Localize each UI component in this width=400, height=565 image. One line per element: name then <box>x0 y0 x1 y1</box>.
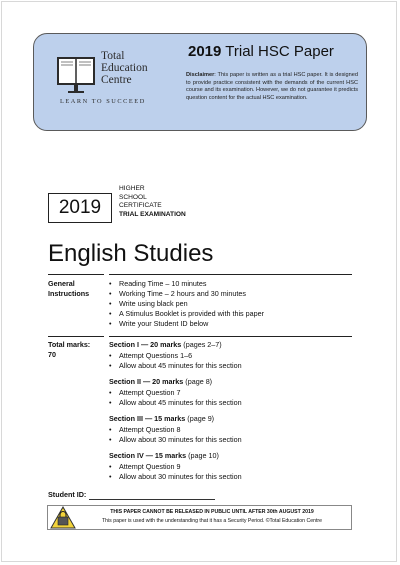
disclaimer-text: : This paper is written as a trial HSC paper. It is designed to provide practice consistent with the demands of the current HSC course and its examination. However, we do not guarantee it predicts question content for the actual HSC examination. <box>186 72 358 101</box>
total-marks-value: 70 <box>48 349 56 359</box>
general-instructions-list <box>109 279 264 329</box>
exam-line-certificate: CERTIFICATE <box>119 202 162 210</box>
list-item: • Attempt Questions 1–6 <box>109 351 242 361</box>
open-book-icon <box>54 52 100 96</box>
logo-line-centre: Centre <box>101 74 132 86</box>
disclaimer <box>186 72 358 102</box>
section-2-list <box>109 388 242 408</box>
marks-rule-left <box>48 336 104 337</box>
section-4-pages: (page 10) <box>186 451 219 460</box>
section-3-name: Section III — 15 marks <box>109 414 186 423</box>
section-2-pages: (page 8) <box>183 377 213 386</box>
security-notice-title: THIS PAPER CANNOT BE RELEASED IN PUBLIC UNTIL AFTER 30th AUGUST 2019 <box>110 509 314 515</box>
section-3-heading <box>109 414 214 424</box>
list-item: • Allow about 45 minutes for this section <box>109 398 242 408</box>
logo-line-total: Total <box>101 50 125 62</box>
list-item: • Write using black pen <box>109 299 264 309</box>
exam-year-box: 2019 <box>48 193 112 223</box>
list-item: • Attempt Question 9 <box>109 462 242 472</box>
section-4-list <box>109 462 242 482</box>
section-1-heading <box>109 340 222 350</box>
section-3-pages: (page 9) <box>185 414 215 423</box>
section-1-pages: (pages 2–7) <box>181 340 222 349</box>
list-item: • Attempt Question 8 <box>109 425 242 435</box>
list-item: • Working Time – 2 hours and 30 minutes <box>109 289 264 299</box>
student-id-field[interactable] <box>89 499 215 500</box>
general-rule-left <box>48 274 104 275</box>
exam-type: TRIAL EXAMINATION <box>119 210 186 218</box>
list-item: • Attempt Question 7 <box>109 388 242 398</box>
list-item: • Write your Student ID below <box>109 319 264 329</box>
disclaimer-label: Disclaimer <box>186 72 215 78</box>
list-item: • Allow about 30 minutes for this section <box>109 472 242 482</box>
total-marks-label-line1: Total marks: <box>48 340 91 349</box>
logo-wordmark <box>101 50 161 86</box>
student-id-label: Student ID: <box>48 490 87 499</box>
list-item: • A Stimulus Booklet is provided with this paper <box>109 309 264 319</box>
paper-title-year: 2019 <box>188 43 222 60</box>
section-2-heading <box>109 377 212 387</box>
list-item: • Allow about 30 minutes for this section <box>109 435 242 445</box>
security-notice-text: This paper is used with the understanding that it has a Security Period. ©Total Education Centre <box>101 518 323 524</box>
list-item: • Allow about 45 minutes for this section <box>109 361 242 371</box>
warning-triangle-icon <box>50 506 76 529</box>
general-instructions-label <box>48 279 89 298</box>
logo-tagline: LEARN TO SUCCEED <box>60 98 146 105</box>
marks-rule-right <box>109 336 352 337</box>
section-2-name: Section II — 20 marks <box>109 377 184 386</box>
logo-line-education: Education <box>101 62 148 74</box>
general-rule-right <box>109 274 352 275</box>
section-4-heading <box>109 451 219 461</box>
general-label-line2: Instructions <box>48 288 90 298</box>
exam-name <box>119 185 186 219</box>
total-marks-label <box>48 340 90 359</box>
subject-title: English Studies <box>48 240 214 267</box>
section-1-list <box>109 351 242 371</box>
section-4-name: Section IV — 15 marks <box>109 451 187 460</box>
section-3-list <box>109 425 242 445</box>
section-1-name: Section I — 20 marks <box>109 340 182 349</box>
general-label-line1: General <box>48 279 75 288</box>
total-education-centre-logo <box>54 50 158 110</box>
list-item: • Reading Time – 10 minutes <box>109 279 264 289</box>
exam-line-higher: HIGHER <box>119 185 145 192</box>
paper-title <box>188 43 334 60</box>
paper-title-text: Trial HSC Paper <box>221 43 334 60</box>
exam-line-school: SCHOOL <box>119 193 147 201</box>
